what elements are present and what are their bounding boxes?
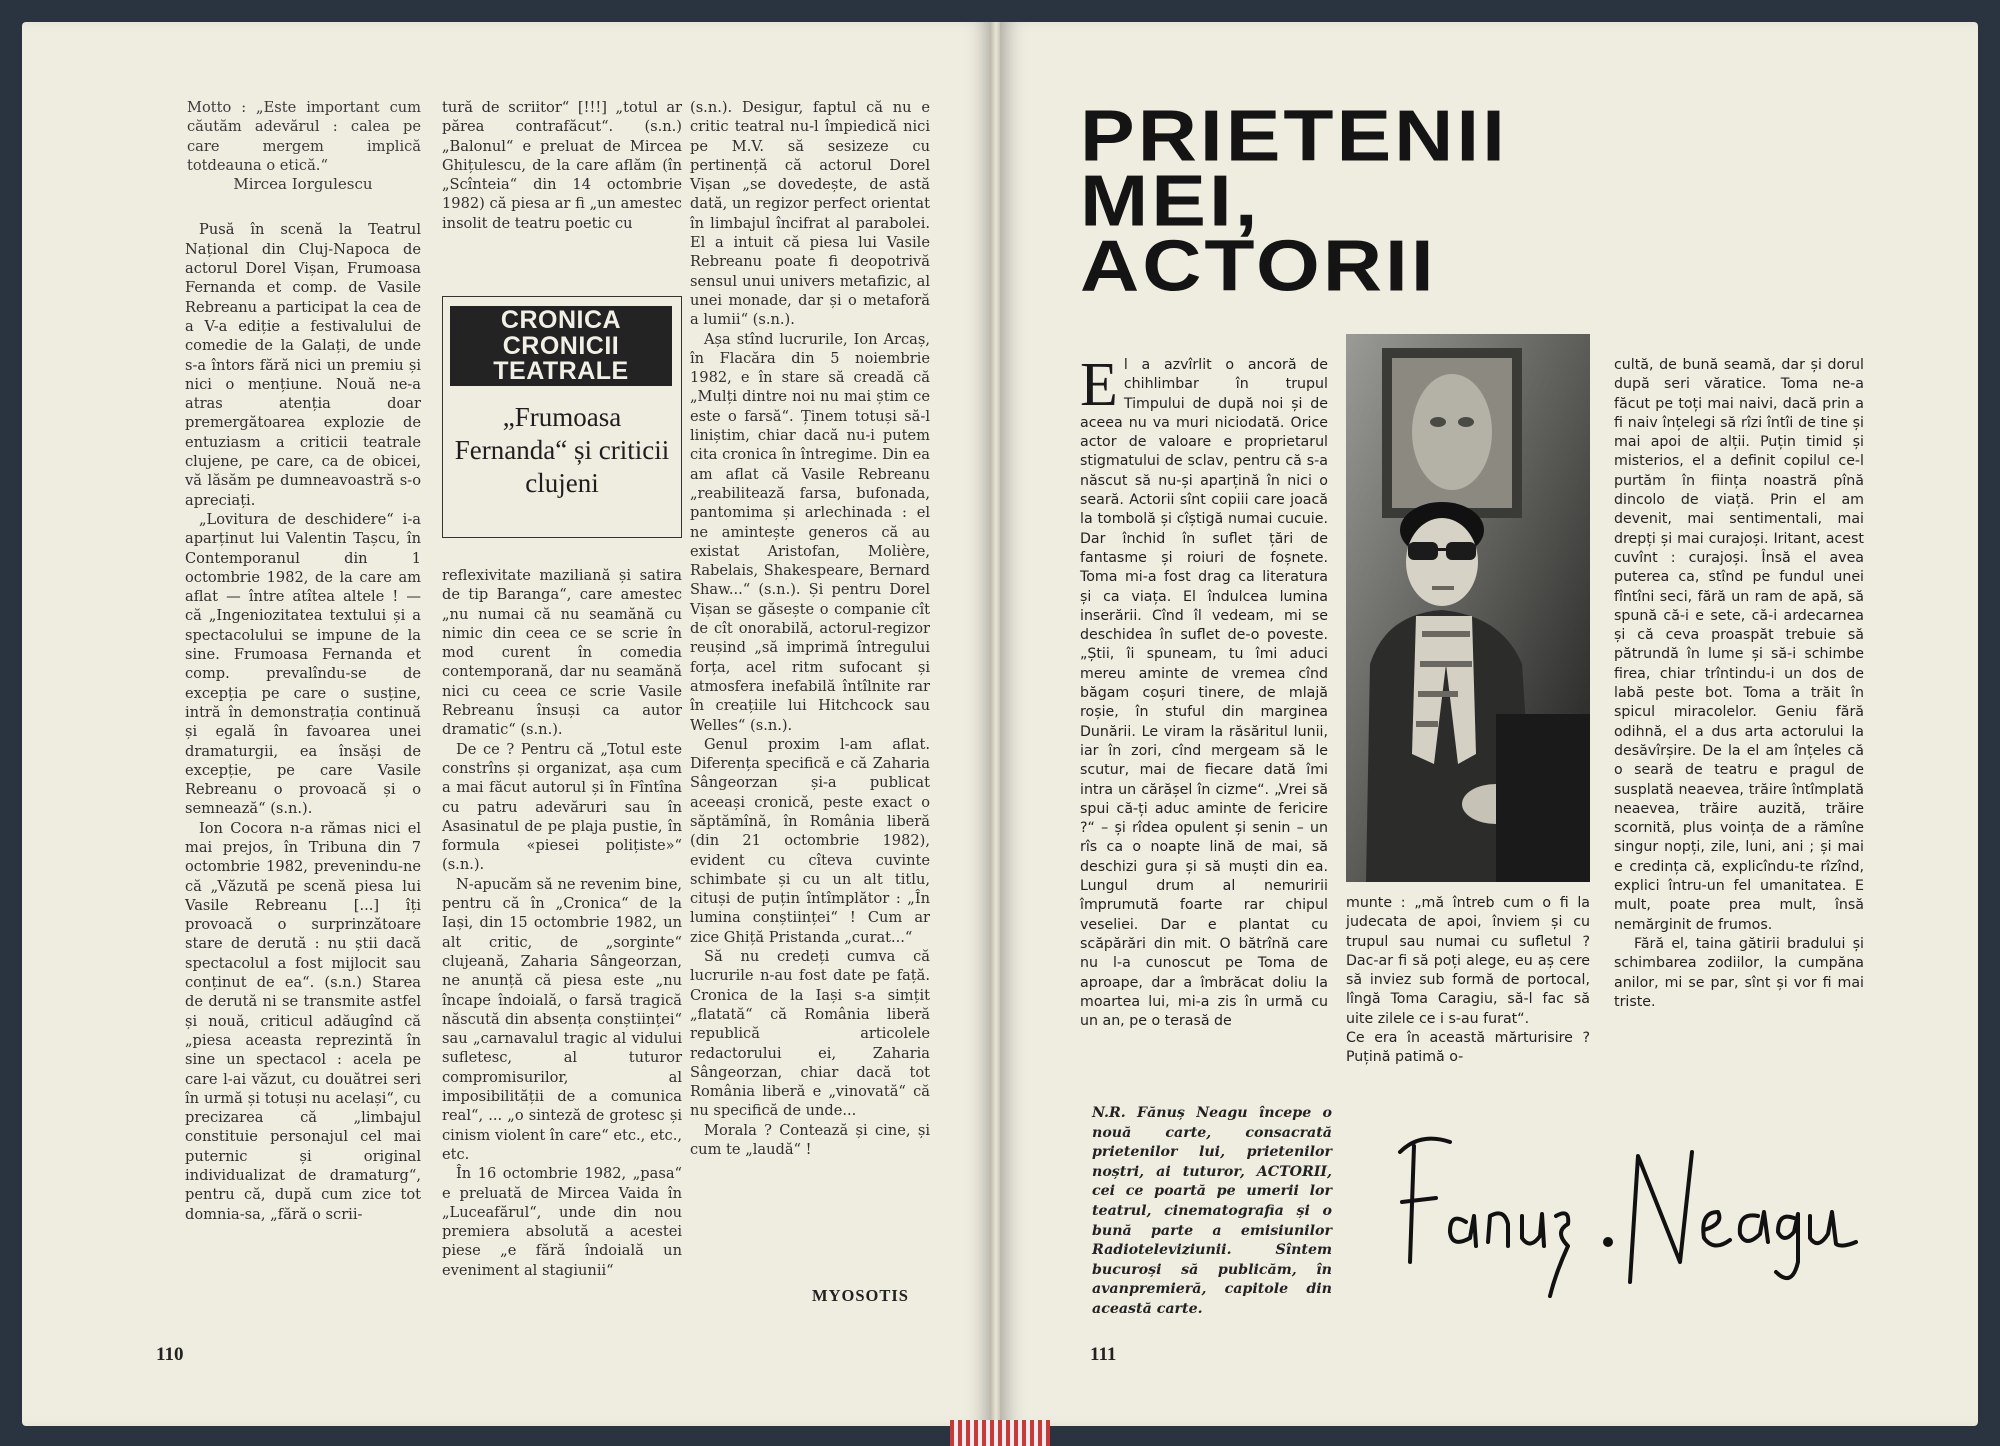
- paragraph: Genul proxim l-am aflat. Diferența specifică e că Zaharia Sângeorzan și-a publicat aceeași cronică, peste exact o săptămînă, în România liberă (din 21 octombrie 1982), evident cu cîteva cuvinte schimbate și cu un alt titlu, cituși de puțin întîmplător : „În lumina conștiinței“ ! Cum ar zice Ghiță Pristanda „curat...“: [690, 735, 930, 946]
- motto-text: Motto : „Este important cum căutăm adevărul : calea pe care mergem implică totdeauna o etică.“: [187, 99, 421, 174]
- paragraph: Ion Cocora n-a rămas nici el mai prejos, în Tribuna din 7 octombrie 1982, prevenindu-ne că „Văzută pe scenă piesa lui Vasile Rebreanu [...] îți provoacă o surprinzătoare stare de derută : nu știi dacă spectacolul a fost mijlocit sau conținut de ea“. (s.n.) Starea de derută ni se transmite astfel și nouă, criticul adăugînd că „piesa aceasta reprezintă în sine un spectacol : acela pe care l-ai văzut, cu douătrei seri în urmă și totuși nu același“, cu precizarea că „limbajul constituie personajul cel mai puternic și original individualizat de dramaturg“, pentru că, după cum zice tot domnia-sa, „fără o scrii-: [185, 819, 421, 1223]
- paragraph: cultă, de bună seamă, dar și dorul după seri văratice. Toma ne-a făcut pe toți mai naivi, dacă prin a fi naiv înțelegi să rîzi întîi de tine și mai apoi de alții. Puțin timid și misterios, el a definit copilul ce-l purtăm în ființa noastră pînă dincolo de viață. Prin el am devenit, mai sentimentali, mai drepți și mai curajoși. Iritant, acest cuvînt : curajoși. Însă el avea puterea ca, stînd pe fundul unei fîntîni seci, fără un ram de apă, să spună că-i e sete, că-i ardecarnea și că ceva proaspăt trebuie să pătrundă în lume și să-i schimbe firea, chiar trîntindu-i un dos de labă peste bot. Toma a trăit în spicul miracolelor. Geniu fără odihnă, el a dus arta actorului la desăvîrșire. De la el am înțeles că o seară de teatru e pragul de susplată neaevea, trăire întîmplată neaevea, trăire auzită, trăire scornită, plus voința de a rămîne singur nopți, zile, luni, ani ; și mai e credința că, explicîndu-te rîzînd, explici întru-un fel umanitatea. E mult, poate prea mult, însă nemărginit de frumos.: [1614, 357, 1864, 933]
- left-column-1: [185, 98, 421, 1224]
- right-column-3: [1614, 356, 1864, 1012]
- page-number: 110: [156, 1344, 184, 1365]
- paragraph: l a azvîrlit o ancoră de chihlimbar în trupul Timpului de după noi și de aceea nu va muri niciodată. Orice actor de valoare e proprietarul stigmatului de sclav, pentru că s-a născut să nu-și aparțină în nici o seară. Actorii sînt copiii care joacă la tombolă și cîștigă numai cucuie. Dar închid în suflet țări de fantasme și roiuri de foșnete. Toma mi-a fost drag ca literatura și ca viața. El îndulcea lumina inserării. Cînd îl vedeam, mi se deschidea în suflet de-o poveste. „Știi, îi spuneam, tu îmi aduci mereu aminte de vremea cînd băgam coșuri tinere, de mlajă roșie, în stuful din marginea Dunării. Le viram la răsăritul lunii, iar în zori, cînd mergeam să le scutur, mai de fiecare dată îmi intra un cărășel în cizme“. „Vrei să spui că-ți aduc aminte de fericire ?“ – și rîdea opulent și senin – un rîs ca o noapte lină de mai, să deschizi gura și să muști din ea. Lungul drum al nemuririi împrumută foarte rar chipul veseliei. Dar e plantat cu scăpărări din mit. O bătrînă care nu l-a cunoscut pe Toma de aproape, dar a îmbrăcat doliu la moartea lui, mi-a zis în urmă cu un an, pe o terasă de: [1080, 357, 1328, 1030]
- left-column-3: [690, 98, 930, 1159]
- photo-image: [1346, 334, 1590, 882]
- paragraph: Așa stînd lucrurile, Ion Arcaș, în Flacăra din 5 noiembrie 1982, e în stare să creadă că „Mulți dintre noi nu mai știm ce este o farsă“. Ținem totuși să-l liniștim, chiar dacă nu-i putem cita cronica în întregime. Din ea am aflat că Vasile Rebreanu „reabilitează farsa, bufonada, pantomima și arlechinada : el ne amintește generos că au existat Aristofan, Molière, Rabelais, Shakespeare, Bernard Shaw...“ (s.n.). Și pentru Dorel Vișan se găsește o companie cît de cît onorabilă, actorul-regizor reușind „să imprimă întregului forța, acel ritm sufocant și atmosfera inefabilă întîlnite rar în creațiile lui Hitchcock sau Welles“ (s.n.).: [690, 330, 930, 734]
- banner-line: TEATRALE: [493, 357, 629, 385]
- title-line: ACTORII: [1080, 226, 1437, 307]
- paragraph: De ce ? Pentru că „Totul este constrîns și organizat, așa cum a mai făcut autorul și în Fîntîna cu patru adevăruri sau în Asasinatul de pe plaja pustie, în formula «piesei polițiste»“ (s.n.).: [442, 740, 682, 874]
- right-column-2: [1346, 894, 1590, 1068]
- motto-author: Mircea Iorgulescu: [233, 175, 373, 194]
- paragraph: N-apucăm să ne revenim bine, pentru că în „Cronica“ de la Iași, din 15 octombrie 1982, un alt critic, de „sorginte“ clujeană, Zaharia Sângeorzan, ne anunță că piesa este „nu încape îndoială, o farsă tragică născută din absența conștiinței“ sau „carnavalul tragic al vidului sufletesc, al tuturor compromisurilor, al imposibilității de a comunica real“, ... „o sinteză de grotesc și cinism violent în care“ etc., etc., etc.: [442, 875, 682, 1163]
- title-line: MEI,: [1080, 161, 1261, 242]
- paragraph: Pusă în scenă la Teatrul Național din Cluj-Napoca de actorul Dorel Vișan, Frumoasa Fernanda et comp. de Vasile Rebreanu a participat la cea de a V-a ediție a festivalului de comedie de la Galați, de unde s-a întors fără nici un premiu și nici o mențiune. Nouă ne-a atras atenția doar premergătoarea explozie de entuziasm a criticii teatrale clujene, pe care, ca de obicei, vă lăsăm pe dumneavoastră s-o apreciați.: [185, 221, 421, 509]
- rubric-banner: [450, 306, 672, 386]
- title-line: PRIETENII: [1080, 96, 1508, 177]
- paragraph: (s.n.). Desigur, faptul că nu e critic teatral nu-l împiedică nici pe M.V. să sesizeze cu pertinență că actorul Dorel Vișan „se dovedește, de astă dată, un regizor perfect orientat în limbajul încifrat al parabolei. El a intuit că piesa lui Vasile Rebreanu poate fi deopotrivă sensul unui univers metafizic, al unei monade, dar și o metaforă a lumii“ (s.n.).: [690, 99, 930, 329]
- left-column-2-top: [442, 98, 682, 233]
- paragraph: munte : „mă întreb cum o fi la judecata de apoi, înviem și cu trupul sau numai cu sufletul ? Dac-ar fi să poți alege, eu aș cere să inviez sub formă de portocal, lîngă Toma Caragiu, să-l fac să uite zilele ce i s-au furat“. Ce era în această mărturisire ? Puțină patimă o-: [1346, 895, 1590, 1066]
- rubric-box: [442, 296, 682, 538]
- paragraph: Fără el, taina gătirii bradului și schimbarea zodiilor, la cumpăna anilor, mi se par, sînt și vor fi mai triste.: [1614, 935, 1864, 1010]
- autograph-signature: [1380, 1112, 1860, 1302]
- editor-note: N.R. Fănuș Neagu începe o nouă carte, consacrată prietenilor lui, prietenilor noștri, ai tuturor, ACTORII, cei ce poartă pe umerii lor teatrul, cinematografia și o bună parte a emisiunilor Radioteleviziunii. Sîntem bucuroși să publicăm, în avanpremieră, capitole din această carte.: [1092, 1105, 1332, 1317]
- article-title: „Frumoasa Fernanda“ și criticii clujeni: [454, 402, 670, 498]
- right-page: [1000, 22, 1978, 1426]
- bookmark-cloth: [950, 1420, 1050, 1446]
- paragraph: În 16 octombrie 1982, „pasa“ e preluată de Mircea Vaida în „Luceafărul“, unde din nou premiera absolută a acestei piese „e fără îndoială un eveniment al stagiunii“: [442, 1165, 682, 1279]
- paragraph: Să nu credeți cumva că lucrurile n-au fost date pe față. Cronica de la Iași s-a simțit „flatată“ că România liberă republică articolele redactorului ei, Zaharia Sângeorzan, chiar dacă tot România liberă e „vinovată“ că nu specifică de unde...: [690, 948, 930, 1120]
- actor-photo: [1346, 334, 1590, 882]
- right-column-1: [1080, 351, 1328, 1031]
- paragraph: „Lovitura de deschidere“ i-a aparținut lui Valentin Tașcu, în Contemporanul din 1 octombrie 1982, de la care am aflat — între atîtea altele ! — că „Ingeniozitatea textului și a spectacolului se impune de la sine. Frumoasa Fernanda et comp. prevalîndu-se de excepția pe care o susține, intră în demonstrația continuă și egală în favoarea unei dramaturgii, ea însăși de excepție, pe care Vasile Rebreanu o provoacă și o semnează“ (s.n.).: [185, 510, 421, 818]
- paragraph: reflexivitate maziliană și satira de tip Baranga“, care amestec „nu numai că nu seamănă cu nimic din ceea ce se scrie în mod curent în comedia contemporană, dar nu seamănă nici cu ceea ce scrie Vasile Rebreanu însuși ca autor dramatic“ (s.n.).: [442, 567, 682, 739]
- page-number: 111: [1090, 1344, 1117, 1365]
- chapter-title: [1080, 96, 1640, 307]
- author-signature: MYOSOTIS: [812, 1286, 909, 1305]
- paragraph: tură de scriitor“ [!!!] „totul ar părea contrafăcut“. (s.n.) „Balonul“ e preluat de Mircea Ghițulescu, de la care aflăm (în „Scînteia“ din 14 octombrie 1982) că piesa ar fi „un amestec insolit de teatru poetic cu: [442, 99, 682, 232]
- banner-line: CRONICII: [502, 331, 620, 360]
- left-page: [22, 22, 992, 1426]
- drop-cap: E: [1080, 351, 1118, 419]
- banner-line: CRONICA: [500, 306, 622, 334]
- paragraph: Morala ? Contează și cine, și cum te „laudă“ !: [690, 1121, 930, 1159]
- left-column-2-bottom: [442, 566, 682, 1280]
